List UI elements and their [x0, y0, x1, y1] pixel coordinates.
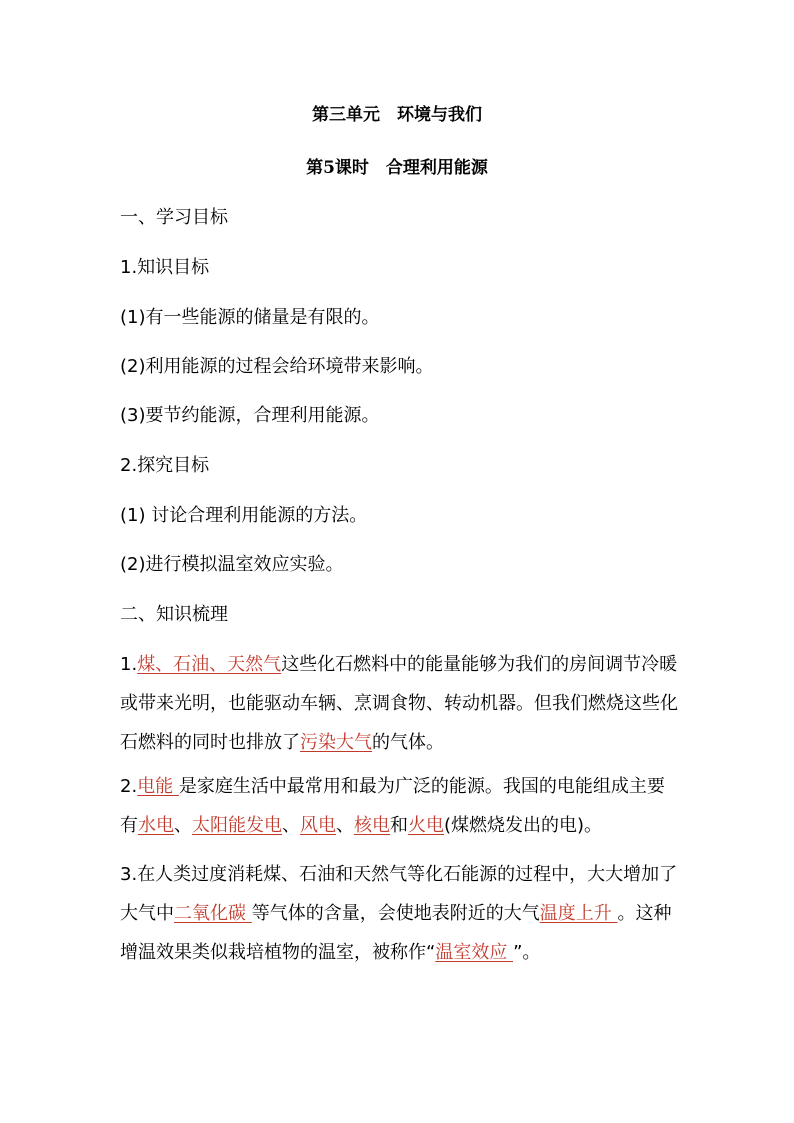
section1-heading: 一、学习目标	[120, 207, 228, 228]
separator: 、	[336, 815, 354, 836]
unit-title: 第三单元 环境与我们	[312, 105, 482, 125]
section2-heading: 二、知识梳理	[120, 604, 228, 625]
paragraph-3	[120, 855, 680, 972]
answer-thermal-power: 火电	[408, 815, 444, 836]
inquiry-goal-2: (2)进行模拟温室效应实验。	[120, 554, 344, 575]
paragraph-text: 这些化石燃料中的能量能够为我们的房间调节冷暖或带来光明，也能驱动车辆、烹调食物、转动机器。但我们燃烧这些化石燃料的同时也排放了	[120, 654, 678, 753]
paragraph-text: 是家庭生活中最常用和最为广泛的能源。我国的电能组成主要有	[120, 776, 665, 836]
knowledge-goal-2: (2)利用能源的过程会给环境带来影响。	[120, 356, 434, 377]
answer-temperature-rise: 温度上升	[539, 903, 618, 924]
separator: 和	[390, 815, 408, 836]
paragraph-text: 。这种增温效果类似栽培植物的温室，被称作“	[120, 903, 672, 963]
answer-pollute-air: 污染大气	[300, 732, 372, 753]
separator: 、	[282, 815, 300, 836]
paragraph-text: ”。	[513, 942, 541, 963]
answer-solar-power: 太阳能发电	[192, 815, 282, 836]
paragraph-1	[120, 645, 680, 762]
inquiry-goal-1: (1) 讨论合理利用能源的方法。	[120, 505, 368, 526]
lesson-title: 第5课时 合理利用能源	[306, 158, 488, 178]
separator: 、	[174, 815, 192, 836]
paragraph-number: 3.	[120, 864, 138, 885]
knowledge-goals-heading: 1.知识目标	[120, 257, 210, 278]
paragraph-text: 等气体的含量，会使地表附近的大气	[251, 903, 540, 924]
answer-nuclear-power: 核电	[354, 815, 390, 836]
answer-electric-energy: 电能	[137, 776, 179, 797]
answer-carbon-dioxide: 二氧化碳	[174, 903, 252, 924]
paragraph-text: 在人类过度消耗煤、石油和天然气等化石能源的过程中，大大增加了大气中	[120, 864, 678, 924]
answer-wind-power: 风电	[300, 815, 336, 836]
paragraph-text: 的气体。	[372, 732, 444, 753]
answer-greenhouse-effect: 温室效应	[435, 942, 514, 963]
knowledge-goal-1: (1)有一些能源的储量是有限的。	[120, 307, 380, 328]
answer-hydropower: 水电	[138, 815, 174, 836]
knowledge-goal-3: (3)要节约能源，合理利用能源。	[120, 405, 380, 426]
paragraph-text: (煤燃烧发出的电)。	[444, 815, 603, 836]
inquiry-goals-heading: 2.探究目标	[120, 455, 210, 476]
paragraph-2	[120, 767, 680, 845]
answer-fossil-fuels: 煤、石油、天然气	[137, 654, 282, 675]
paragraph-number: 1.	[120, 654, 138, 675]
paragraph-number: 2.	[120, 776, 138, 797]
